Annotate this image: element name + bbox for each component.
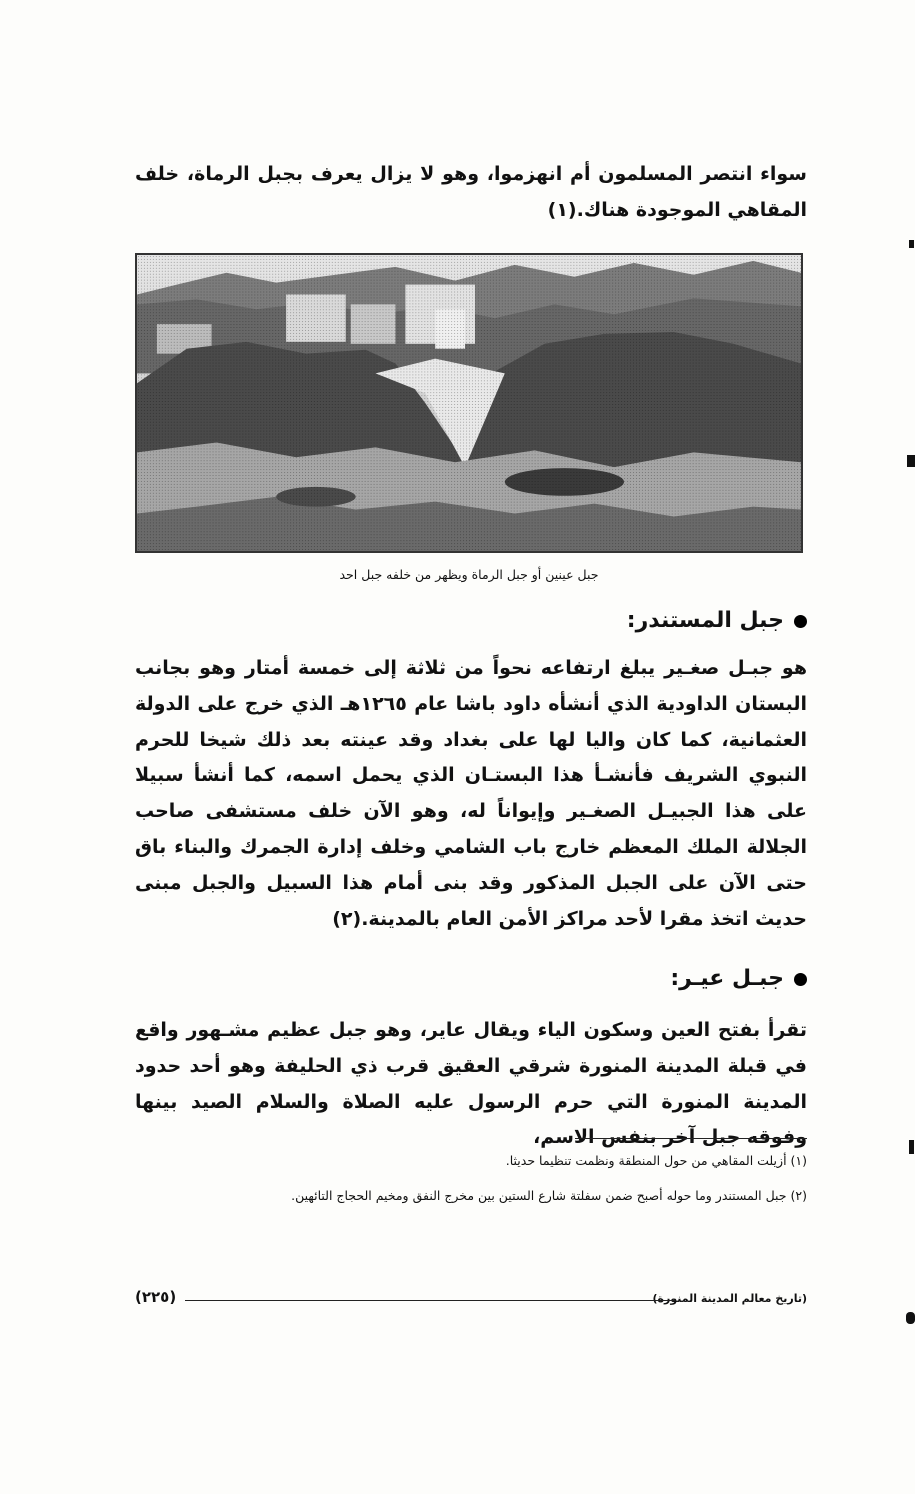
photo-caption: جبل عينين أو جبل الرماة ويظهر من خلفه جبل احد: [339, 567, 599, 582]
intro-paragraph: سواء انتصر المسلمون أم انهزموا، وهو لا يزال يعرف بجبل الرماة، خلف المقاهي الموجودة هناك.(١): [135, 163, 807, 221]
photo-graphic: [137, 255, 801, 551]
footer-line: [185, 1300, 675, 1301]
section-body-ayr: تقرأ بفتح العين وسكون الياء ويقال عاير، وهو جبل عظيم مشـهور واقع في قبلة المدينة المنورة شرقي العقيق قرب ذي الحليفة وهو أحد حدود المدينة المنورة التي حرم الرسول عليه الصلاة والسلام الصيد بينها وفوقه جبل آخر بنفس الاسم،: [135, 1019, 807, 1149]
section-heading-text: جبل المستندر:: [626, 608, 784, 633]
section-heading-text: جبـل عيـر:: [670, 966, 784, 991]
section-heading-ayr: [670, 966, 807, 991]
book-title: (تاريخ معالم المدينة المنورة): [652, 1292, 807, 1305]
footnote-1: (١) أزيلت المقاهي من حول المنطقة ونظمت تنظيما حديثا.: [505, 1153, 807, 1168]
scan-mark: [909, 240, 914, 248]
page-footer: [135, 1290, 807, 1312]
bullet-icon: [794, 973, 807, 986]
section-heading-mustandar: [627, 608, 807, 633]
footnote-divider: [575, 1138, 807, 1139]
scan-mark: [906, 1312, 915, 1324]
bullet-icon: [794, 615, 807, 628]
footnote-2: (٢) جبل المستندر وما حوله أصبح ضمن سفلتة شارع الستين بين مخرج النفق ومخيم الحجاج التائهين.: [291, 1188, 807, 1203]
scan-mark: [907, 455, 915, 467]
scan-mark: [909, 1140, 914, 1154]
section-body-mustandar: هو جبـل صغـير يبلغ ارتفاعه نحواً من ثلاثة إلى خمسة أمتار وهو بجانب البستان الداودية الذي أنشأه داود باشا عام ١٢٦٥هـ الذي خرج على الدولة العثمانية، كما كان واليا لها على بغداد وقد عينته بعد ذلك شيخا للحرم النبوي الشريف فأنشـأ هذا البستـان الذي يحمل اسمه، كما أنشأ سبيلا على هذا الجبيـل الصغـير وإيواناً له، وهو الآن خلف مستشفى صاحب الجلالة الملك المعظم خارج باب الشامي وخلف إدارة الجمرك والبناء باق حتى الآن على الجبل المذكور وقد بنى أمام هذا السبيل والجبل مبنى حديث اتخذ مقرا لأحد مراكز الأمن العام بالمدينة.(٢): [135, 657, 807, 930]
mountain-photo: [135, 253, 803, 553]
page-number: (٢٢٥): [135, 1288, 177, 1306]
